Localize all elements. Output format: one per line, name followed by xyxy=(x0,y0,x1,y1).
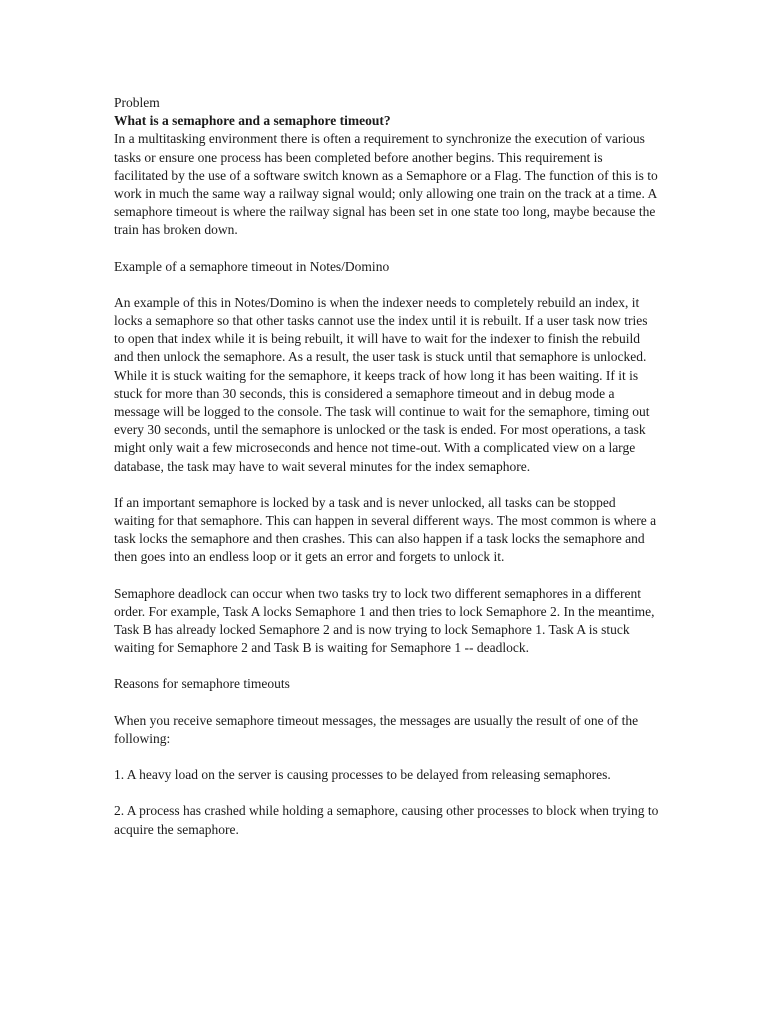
example-paragraph-2: If an important semaphore is locked by a task and is never unlocked, all tasks can be stopped waiting for that semaphore. This can happen in several different ways. The most common is where a task locks the semaphore and then crashes. This can also happen if a task locks the semaphore and then goes into an endless loop or it gets an error and forgets to unlock it. xyxy=(114,494,657,565)
reasons-heading: Reasons for semaphore timeouts xyxy=(114,676,290,692)
reason-item-1: 1. A heavy load on the server is causing processes to be delayed from releasing semaphores. xyxy=(114,767,611,783)
example-paragraph-1: An example of this in Notes/Domino is when the indexer needs to completely rebuild an index, it locks a semaphore so that other tasks cannot use the index until it is rebuilt. If a user task now tries to open that index while it is being rebuilt, it will have to wait for the indexer to finish the rebuild and then unlock the semaphore. As a result, the user task is stuck until that semaphore is unlocked. While it is stuck waiting for the semaphore, it keeps track of how long it has been waiting. If it is stuck for more than 30 seconds, this is considered a semaphore timeout and in debug mode a message will be logged to the console. The task will continue to wait for the semaphore, timing out every 30 seconds, until the semaphore is unlocked or the task is ended. For most operations, a task might only wait a few microseconds and hence not time-out. With a complicated view on a large database, the task may have to wait several minutes for the index semaphore. xyxy=(114,294,650,474)
reasons-intro: When you receive semaphore timeout messages, the messages are usually the result of one of the following: xyxy=(114,712,639,746)
document-title: What is a semaphore and a semaphore timeout? xyxy=(114,113,391,129)
document-page xyxy=(114,94,659,857)
section-label: Problem xyxy=(114,95,160,110)
intro-paragraph: In a multitasking environment there is often a requirement to synchronize the execution of various tasks or ensure one process has been completed before another begins. This requirement is facilitated by the use of a software switch known as a Semaphore or a Flag. The function of this is to work in much the same way a railway signal would; only allowing one train on the track at a time. A semaphore timeout is where the railway signal has been set in one state too long, maybe because the train has broken down. xyxy=(114,131,658,238)
example-heading: Example of a semaphore timeout in Notes/Domino xyxy=(114,258,390,274)
example-paragraph-3: Semaphore deadlock can occur when two tasks try to lock two different semaphores in a different order. For example, Task A locks Semaphore 1 and then tries to lock Semaphore 2. In the meantime, Task B has already locked Semaphore 2 and is now trying to lock Semaphore 1. Task A is stuck waiting for Semaphore 2 and Task B is waiting for Semaphore 1 -- deadlock. xyxy=(114,585,655,656)
reason-item-2: 2. A process has crashed while holding a semaphore, causing other processes to block when trying to acquire the semaphore. xyxy=(114,803,659,837)
